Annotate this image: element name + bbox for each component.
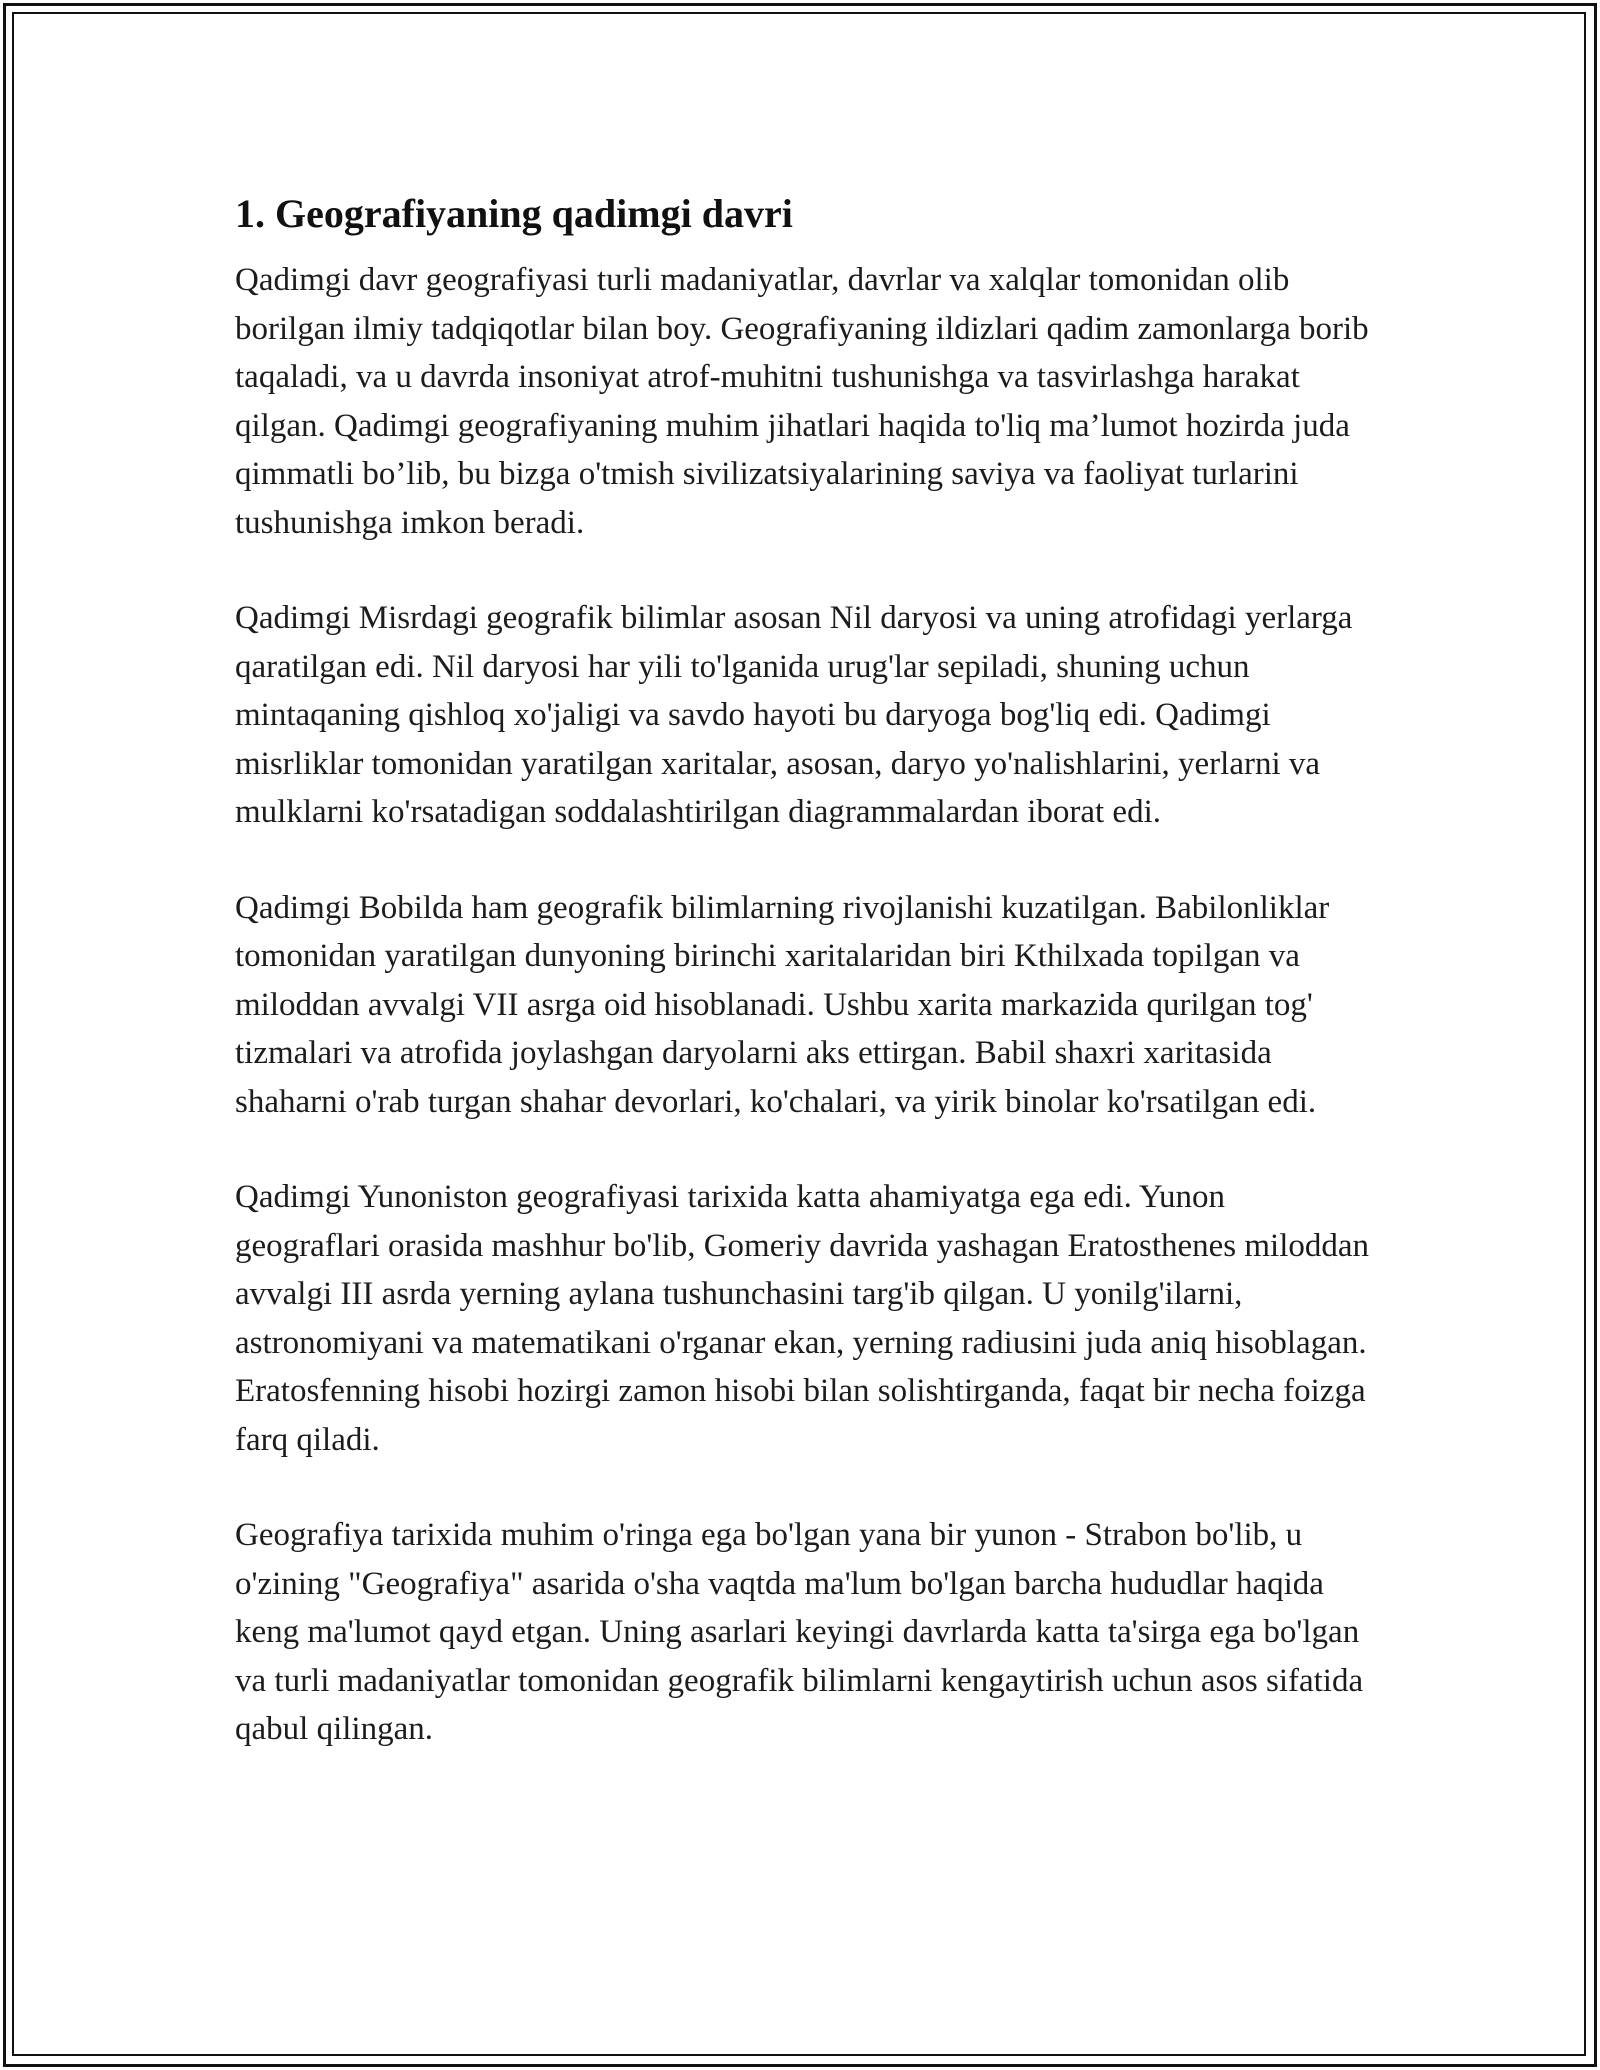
- paragraph-strabo: Geografiya tarixida muhim o'ringa ega bo'lgan yana bir yunon - Strabon bo'lib, u o'zining "Geografiya" asarida o'sha vaqtda ma'lum bo'lgan barcha hududlar haqida keng ma'lumot qayd etgan. Uning asarlari keyingi davrlarda katta ta'sirga ega bo'lgan va turli madaniyatlar tomonidan geografik bilimlarni kengaytirish uchun asos sifatida qabul qilingan.: [235, 1517, 1364, 1747]
- section-heading: 1. Geografiyaning qadimgi davri: [235, 191, 793, 236]
- paragraph-babylon: Qadimgi Bobilda ham geografik bilimlarning rivojlanishi kuzatilgan. Babilonliklar tomonidan yaratilgan dunyoning birinchi xaritalaridan biri Kthilxada topilgan va miloddan avvalgi VII asrga oid hisoblanadi. Ushbu xarita markazida qurilgan tog' tizmalari va atrofida joylashgan daryolarni aks ettirgan. Babil shaxri xaritasida shaharni o'rab turgan shahar devorlari, ko'chalari, va yirik binolar ko'rsatilgan edi.: [235, 889, 1330, 1120]
- paragraph-egypt: Qadimgi Misrdagi geografik bilimlar asosan Nil daryosi va uning atrofidagi yerlarga qaratilgan edi. Nil daryosi har yili to'lganida urug'lar sepiladi, shuning uchun mintaqaning qishloq xo'jaligi va savdo hayoti bu daryoga bog'liq edi. Qadimgi misrliklar tomonidan yaratilgan xaritalar, asosan, daryo yo'nalishlarini, yerlarni va mulklarni ko'rsatadigan soddalashtirilgan diagrammalardan iborat edi.: [235, 600, 1353, 830]
- document-body: [235, 188, 1375, 1754]
- paragraph-greece: Qadimgi Yunoniston geografiyasi tarixida katta ahamiyatga ega edi. Yunon geograflari orasida mashhur bo'lib, Gomeriy davrida yashagan Eratosthenes miloddan avvalgi III asrda yerning aylana tushunchasini targ'ib qilgan. U yonilg'ilarni, astronomiyani va matematikani o'rganar ekan, yerning radiusini juda aniq hisoblagan. Eratosfenning hisobi hozirgi zamon hisobi bilan solishtirganda, faqat bir necha foizga farq qiladi.: [235, 1179, 1370, 1458]
- paragraph-intro: Qadimgi davr geografiyasi turli madaniyatlar, davrlar va xalqlar tomonidan olib borilgan ilmiy tadqiqotlar bilan boy. Geografiyaning ildizlari qadim zamonlarga borib taqaladi, va u davrda insoniyat atrof-muhitni tushunishga va tasvirlashga harakat qilgan. Qadimgi geografiyaning muhim jihatlari haqida to'liq ma’lumot hozirda juda qimmatli bo’lib, bu bizga o'tmish sivilizatsiyalarining saviya va faoliyat turlarini tushunishga imkon beradi.: [235, 262, 1369, 541]
